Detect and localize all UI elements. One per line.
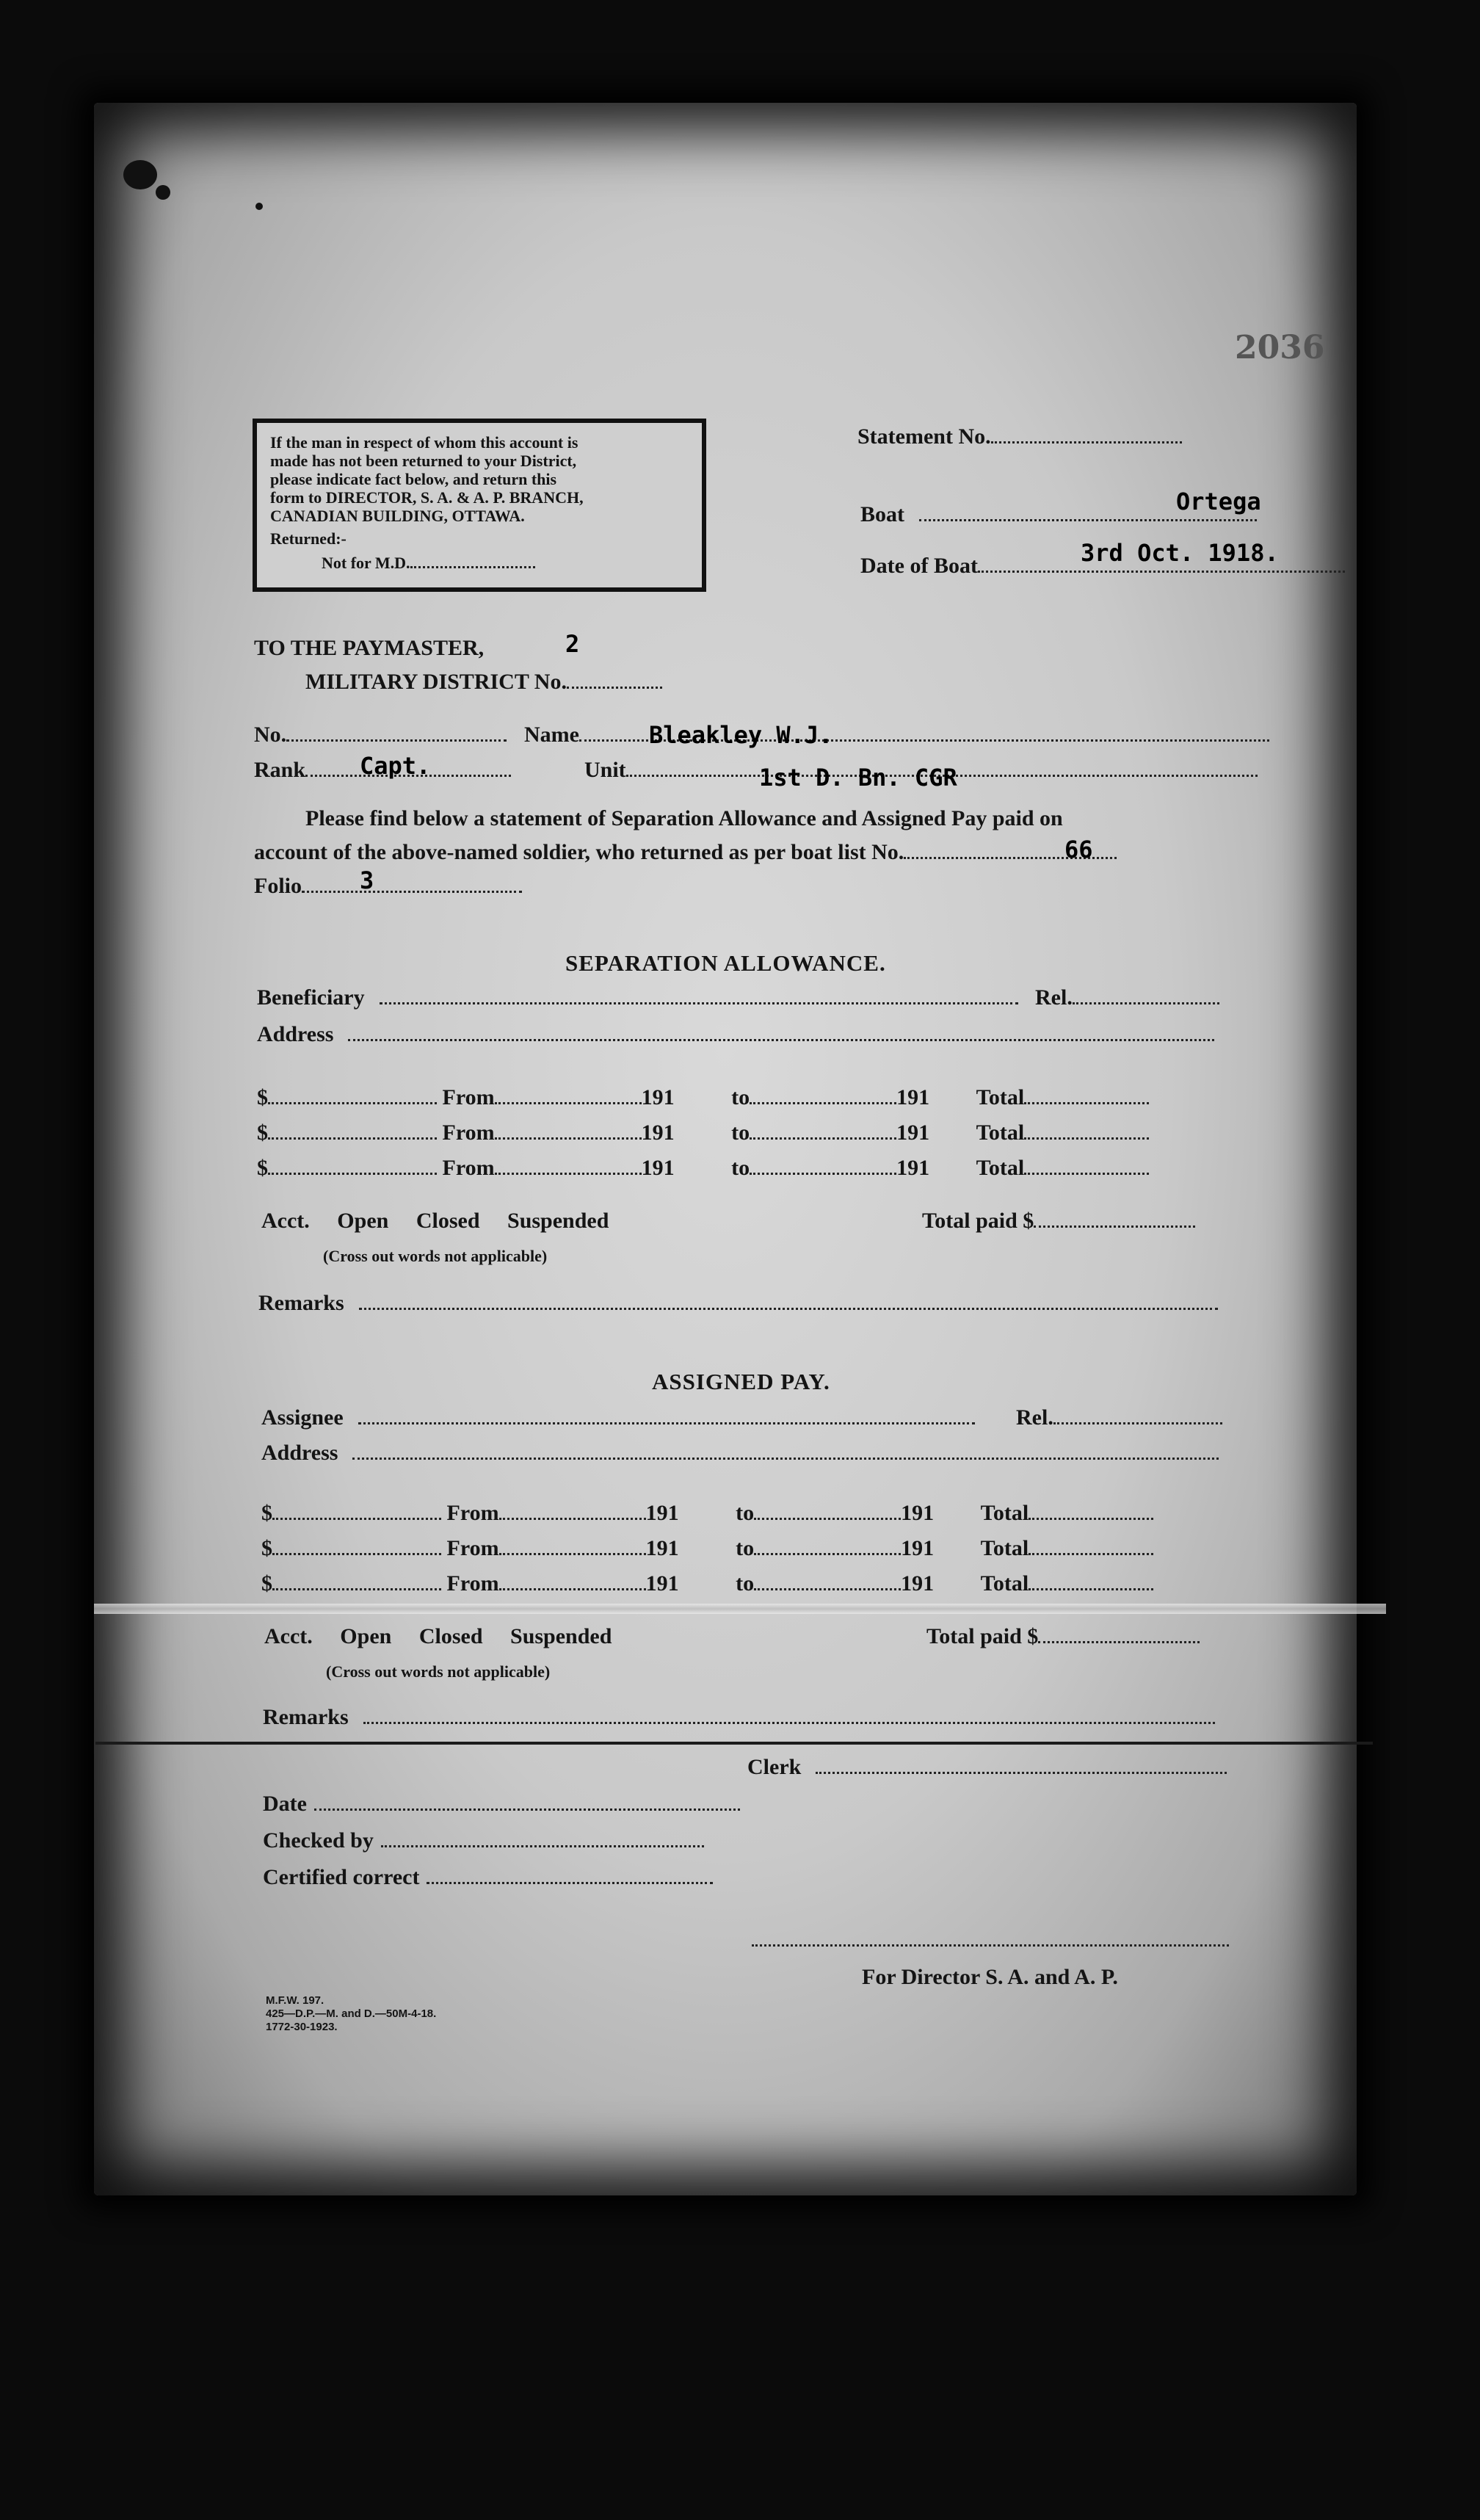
- to-label: to: [731, 1085, 750, 1109]
- closed-option[interactable]: Closed: [418, 1624, 483, 1648]
- document-number: 2036: [1235, 329, 1325, 366]
- year-prefix: 191: [641, 1085, 675, 1109]
- date-of-boat-value: 3rd Oct. 1918.: [1081, 539, 1279, 567]
- asg-payment-row: [261, 1571, 1153, 1596]
- sep-remarks-field[interactable]: [359, 1308, 1218, 1310]
- dollar-label: $: [257, 1156, 268, 1180]
- suspended-option[interactable]: Suspended: [510, 1624, 612, 1648]
- from-date-field[interactable]: [495, 1102, 642, 1104]
- certified-correct-label: Certified correct: [263, 1865, 420, 1889]
- statement-no-field[interactable]: [991, 441, 1182, 443]
- year-prefix: 191: [896, 1085, 930, 1109]
- certified-correct-field[interactable]: [427, 1882, 713, 1884]
- statement-no-label: Statement No.: [857, 424, 991, 449]
- sep-address-field[interactable]: [348, 1039, 1214, 1041]
- military-district-field[interactable]: [567, 687, 662, 689]
- notice-line: CANADIAN BUILDING, OTTAWA.: [270, 507, 525, 525]
- total-label: Total: [976, 1085, 1025, 1109]
- checked-by-field[interactable]: [381, 1845, 704, 1847]
- sep-rel-label: Rel.: [1035, 985, 1073, 1010]
- ink-blot: [156, 185, 170, 200]
- assigned-pay-title: ASSIGNED PAY.: [652, 1369, 830, 1394]
- date-of-boat-label: Date of Boat: [860, 554, 978, 578]
- returned-label: Returned:-: [270, 529, 347, 548]
- year-prefix: 191: [641, 1156, 675, 1180]
- notice-line: made has not been returned to your District,: [270, 452, 577, 470]
- ink-blot: [123, 160, 157, 189]
- from-label: From: [442, 1085, 495, 1109]
- scan-streak: [94, 1604, 1386, 1614]
- sep-cross-out-note: (Cross out words not applicable): [323, 1247, 548, 1265]
- asg-total-paid-field[interactable]: [1038, 1641, 1200, 1643]
- clerk-label: Clerk: [747, 1755, 802, 1779]
- sep-rel-field[interactable]: [1073, 1002, 1219, 1004]
- beneficiary-field[interactable]: [380, 1002, 1018, 1004]
- military-district-label: MILITARY DISTRICT No.: [305, 670, 567, 694]
- unit-label: Unit: [584, 758, 626, 782]
- not-for-md-field[interactable]: [410, 566, 535, 568]
- folio-label: Folio: [254, 874, 302, 898]
- from-label: From: [446, 1536, 499, 1560]
- folio-value: 3: [360, 866, 374, 894]
- assignee-label: Assignee: [261, 1405, 344, 1430]
- sep-acct-row: [261, 1209, 609, 1234]
- notice-line: If the man in respect of whom this account is: [270, 433, 578, 452]
- year-prefix: 191: [645, 1501, 679, 1525]
- total-field[interactable]: [1029, 1588, 1153, 1590]
- not-for-md-label: Not for M.D.: [322, 554, 410, 572]
- asg-remarks-label: Remarks: [263, 1705, 349, 1729]
- to-date-field[interactable]: [754, 1518, 901, 1520]
- notice-line: please indicate fact below, and return this: [270, 470, 557, 488]
- return-notice-box: [253, 419, 706, 592]
- assignee-field[interactable]: [358, 1422, 975, 1424]
- clerk-field[interactable]: [816, 1772, 1227, 1774]
- sep-payment-row: [257, 1120, 1149, 1145]
- year-prefix: 191: [641, 1120, 675, 1145]
- rank-value: Capt.: [360, 752, 431, 780]
- sep-payment-row: [257, 1085, 1149, 1110]
- ink-dot: [255, 203, 263, 210]
- from-label: From: [442, 1120, 495, 1145]
- boat-field[interactable]: [919, 519, 1257, 521]
- sep-total-paid-label: Total paid $: [922, 1209, 1034, 1233]
- asg-remarks-field[interactable]: [363, 1722, 1215, 1724]
- date-field[interactable]: [314, 1808, 740, 1811]
- to-date-field[interactable]: [750, 1173, 896, 1175]
- name-value: Bleakley W.J.: [649, 721, 833, 749]
- to-date-field[interactable]: [750, 1102, 896, 1104]
- to-label: to: [736, 1501, 755, 1525]
- amount-field[interactable]: [268, 1137, 437, 1140]
- year-prefix: 191: [645, 1536, 679, 1560]
- date-label: Date: [263, 1792, 307, 1816]
- soldier-no-field[interactable]: [286, 739, 507, 742]
- asg-rel-field[interactable]: [1053, 1422, 1222, 1424]
- to-date-field[interactable]: [754, 1588, 901, 1590]
- form-code-line: M.F.W. 197.: [266, 1994, 324, 2007]
- dollar-label: $: [257, 1120, 268, 1145]
- total-label: Total: [980, 1501, 1029, 1525]
- boat-list-value: 66: [1064, 836, 1093, 863]
- amount-field[interactable]: [268, 1102, 437, 1104]
- sep-address-label: Address: [257, 1022, 334, 1046]
- from-date-field[interactable]: [495, 1137, 642, 1140]
- year-prefix: 191: [901, 1571, 935, 1596]
- notice-line: form to DIRECTOR, S. A. & A. P. BRANCH,: [270, 488, 584, 507]
- date-of-boat-field[interactable]: [978, 571, 1345, 573]
- year-prefix: 191: [896, 1156, 930, 1180]
- open-option[interactable]: Open: [340, 1624, 392, 1648]
- total-field[interactable]: [1024, 1137, 1149, 1140]
- total-field[interactable]: [1024, 1173, 1149, 1175]
- asg-rel-label: Rel.: [1016, 1405, 1053, 1430]
- dollar-label: $: [261, 1501, 272, 1525]
- checked-by-label: Checked by: [263, 1828, 374, 1853]
- rank-label: Rank: [254, 758, 306, 782]
- from-date-field[interactable]: [499, 1553, 646, 1555]
- sep-total-paid-field[interactable]: [1034, 1225, 1195, 1228]
- form-code-line: 1772-30-1923.: [266, 2021, 338, 2033]
- sep-payment-row: [257, 1156, 1149, 1181]
- amount-field[interactable]: [272, 1553, 441, 1555]
- year-prefix: 191: [645, 1571, 679, 1596]
- year-prefix: 191: [896, 1120, 930, 1145]
- asg-payment-row: [261, 1501, 1153, 1526]
- district-value: 2: [565, 630, 580, 658]
- to-label: to: [736, 1536, 755, 1560]
- sep-remarks-label: Remarks: [258, 1291, 344, 1315]
- acct-label: Acct.: [264, 1624, 313, 1648]
- folio-field[interactable]: [302, 891, 522, 893]
- total-label: Total: [980, 1536, 1029, 1560]
- to-date-field[interactable]: [754, 1553, 901, 1555]
- suspended-option[interactable]: Suspended: [507, 1209, 609, 1233]
- total-field[interactable]: [1029, 1518, 1153, 1520]
- to-paymaster-label: TO THE PAYMASTER,: [254, 636, 485, 660]
- beneficiary-label: Beneficiary: [257, 985, 365, 1010]
- separation-allowance-title: SEPARATION ALLOWANCE.: [565, 950, 886, 976]
- from-date-field[interactable]: [499, 1588, 646, 1590]
- boat-value: Ortega: [1176, 488, 1261, 515]
- year-prefix: 191: [901, 1501, 935, 1525]
- director-label: For Director S. A. and A. P.: [862, 1965, 1118, 1989]
- open-option[interactable]: Open: [337, 1209, 389, 1233]
- section-divider: [95, 1742, 1373, 1745]
- from-date-field[interactable]: [495, 1173, 642, 1175]
- director-signature-line[interactable]: [752, 1944, 1229, 1947]
- year-prefix: 191: [901, 1536, 935, 1560]
- from-label: From: [442, 1156, 495, 1180]
- total-label: Total: [980, 1571, 1029, 1596]
- from-label: From: [446, 1571, 499, 1596]
- asg-payment-row: [261, 1536, 1153, 1561]
- total-label: Total: [976, 1156, 1025, 1180]
- acct-label: Acct.: [261, 1209, 310, 1233]
- to-label: to: [731, 1120, 750, 1145]
- total-label: Total: [976, 1120, 1025, 1145]
- dollar-label: $: [261, 1536, 272, 1560]
- dollar-label: $: [261, 1571, 272, 1596]
- unit-value: 1st D. Bn. CGR: [759, 764, 957, 792]
- form-code-line: 425—D.P.—M. and D.—50M-4-18.: [266, 2007, 437, 2020]
- statement-line-2: account of the above-named soldier, who returned as per boat list No.: [254, 840, 904, 864]
- dollar-label: $: [257, 1085, 268, 1109]
- asg-total-paid-label: Total paid $: [926, 1624, 1039, 1648]
- to-label: to: [731, 1156, 750, 1180]
- asg-cross-out-note: (Cross out words not applicable): [326, 1662, 551, 1681]
- from-label: From: [446, 1501, 499, 1525]
- asg-address-field[interactable]: [352, 1458, 1219, 1460]
- statement-line-1: Please find below a statement of Separation Allowance and Assigned Pay paid on: [305, 806, 1063, 830]
- boat-label: Boat: [860, 502, 904, 526]
- to-date-field[interactable]: [750, 1137, 896, 1140]
- name-label: Name: [524, 723, 579, 747]
- soldier-no-label: No.: [254, 723, 287, 747]
- closed-option[interactable]: Closed: [416, 1209, 480, 1233]
- asg-address-label: Address: [261, 1441, 338, 1465]
- to-label: to: [736, 1571, 755, 1596]
- amount-field[interactable]: [268, 1173, 437, 1175]
- amount-field[interactable]: [272, 1588, 441, 1590]
- amount-field[interactable]: [272, 1518, 441, 1520]
- form-code-block: [266, 1994, 436, 2034]
- asg-acct-row: [264, 1624, 612, 1649]
- total-field[interactable]: [1029, 1553, 1153, 1555]
- total-field[interactable]: [1024, 1102, 1149, 1104]
- from-date-field[interactable]: [499, 1518, 646, 1520]
